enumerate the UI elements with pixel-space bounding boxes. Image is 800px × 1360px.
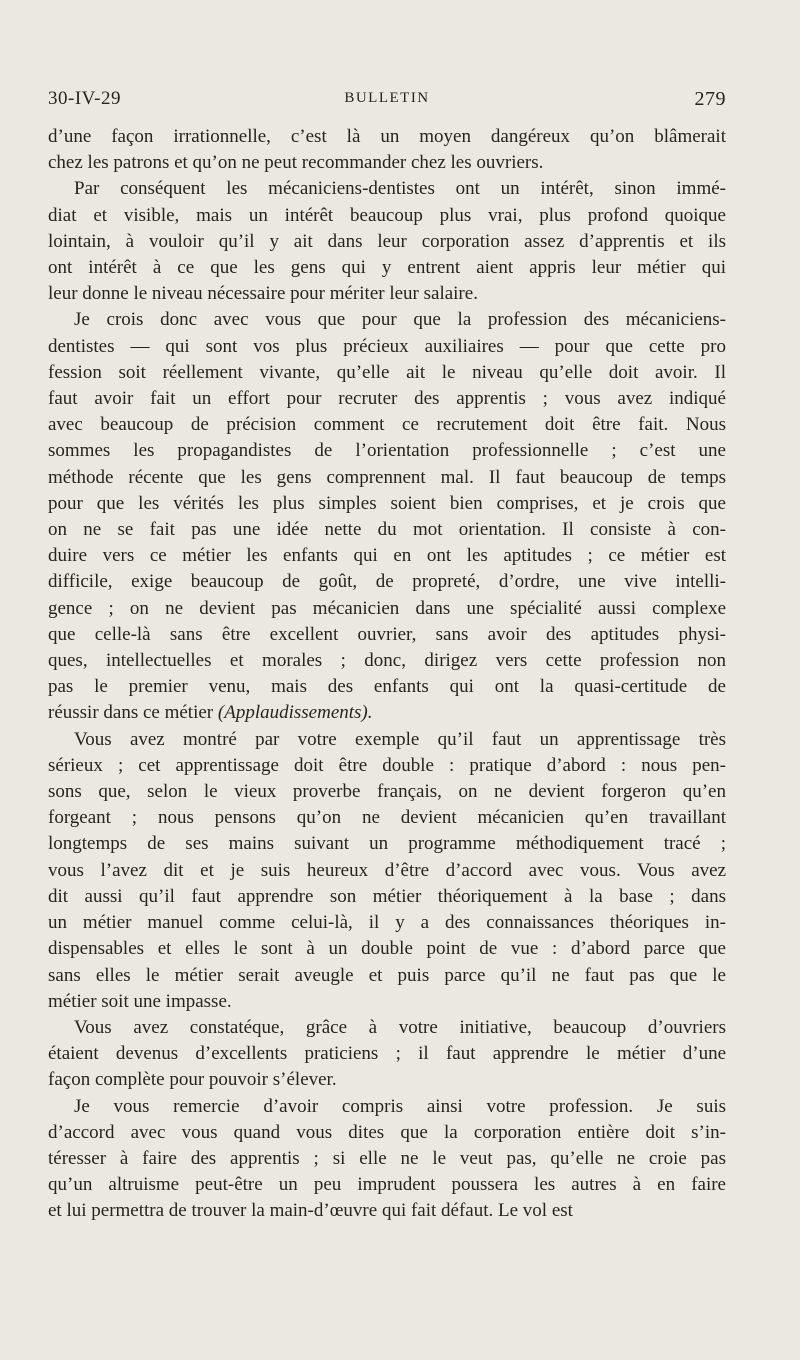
line-text: d’accord avec vous quand vous dites que la corporation entière doit s’in- xyxy=(48,1121,726,1143)
line-text: un métier manuel comme celui-là, il y a des connaissances théoriques in- xyxy=(48,912,726,934)
text-line xyxy=(48,255,726,281)
text-line xyxy=(48,858,726,884)
text-line xyxy=(48,753,726,779)
text-line xyxy=(48,307,726,333)
text-line xyxy=(48,700,726,726)
text-line xyxy=(48,334,726,360)
text-line xyxy=(48,150,726,176)
page-number: 279 xyxy=(694,88,726,110)
line-text: pour que les vérités les plus simples soient bien comprises, et je crois que xyxy=(48,492,726,514)
text-line xyxy=(48,412,726,438)
line-text: forgeant ; nous pensons qu’on ne devient mécanicien qu’en travaillant xyxy=(48,807,726,829)
body-text xyxy=(48,124,726,1225)
text-line xyxy=(48,360,726,386)
line-text: on ne se fait pas une idée nette du mot orientation. Il consiste à con- xyxy=(48,519,726,541)
line-text: Par conséquent les mécaniciens-dentistes ont un intérêt, sinon immé- xyxy=(74,178,726,200)
text-line xyxy=(48,831,726,857)
line-text: faut avoir fait un effort pour recruter des apprentis ; vous avez indiqué xyxy=(48,388,726,410)
paragraph xyxy=(48,124,726,176)
line-text: longtemps de ses mains suivant un programme méthodiquement tracé ; xyxy=(48,833,726,855)
line-text: sons que, selon le vieux proverbe français, on ne devient forgeron qu’en xyxy=(48,781,726,803)
text-line xyxy=(48,386,726,412)
text-line xyxy=(48,543,726,569)
text-line xyxy=(48,1172,726,1198)
text-line xyxy=(48,1146,726,1172)
header-title: BULLETIN xyxy=(344,90,430,106)
text-line xyxy=(48,596,726,622)
line-text: diat et visible, mais un intérêt beaucoup plus vrai, plus profond quoique xyxy=(48,204,726,226)
line-text: métier soit une impasse. xyxy=(48,990,232,1012)
text-line xyxy=(48,438,726,464)
line-text: étaient devenus d’excellents praticiens ; il faut apprendre le métier d’une xyxy=(48,1043,726,1065)
text-line xyxy=(48,622,726,648)
text-line xyxy=(48,989,726,1015)
line-text: avec beaucoup de précision comment ce recrutement doit être fait. Nous xyxy=(48,414,726,436)
text-line xyxy=(48,491,726,517)
line-text: qu’un altruisme peut-être un peu imprudent poussera les autres à en faire xyxy=(48,1174,726,1196)
line-text: sommes les propagandistes de l’orientation professionnelle ; c’est une xyxy=(48,440,726,462)
text-line xyxy=(48,779,726,805)
text-line xyxy=(48,805,726,831)
line-text: ques, intellectuelles et morales ; donc, dirigez vers cette profession non xyxy=(48,650,726,672)
line-text: gence ; on ne devient pas mécanicien dans une spécialité aussi complexe xyxy=(48,597,726,619)
line-text: réussir dans ce métier xyxy=(48,702,214,724)
applause-note: (Applaudissements). xyxy=(217,702,373,724)
paragraph xyxy=(48,1094,726,1225)
text-line xyxy=(48,176,726,202)
text-line xyxy=(48,203,726,229)
paragraph xyxy=(48,727,726,1015)
line-text: Vous avez montré par votre exemple qu’il faut un apprentissage très xyxy=(74,728,726,750)
text-line xyxy=(48,963,726,989)
line-text: dispensables et elles le sont à un double point de vue : d’abord parce que xyxy=(48,938,726,960)
text-line xyxy=(48,569,726,595)
line-text: duire vers ce métier les enfants qui en ont les aptitudes ; ce métier est xyxy=(48,545,726,567)
text-line xyxy=(48,910,726,936)
line-text: vous l’avez dit et je suis heureux d’être d’accord avec vous. Vous avez xyxy=(48,859,726,881)
line-text: téresser à faire des apprentis ; si elle ne le veut pas, qu’elle ne croie pas xyxy=(48,1147,726,1169)
line-text: d’une façon irrationnelle, c’est là un moyen dangéreux qu’on blâmerait xyxy=(48,126,726,147)
header-date: 30-IV-29 xyxy=(48,88,121,109)
paragraph xyxy=(48,1015,726,1094)
text-line xyxy=(48,1041,726,1067)
line-text: fession soit réellement vivante, qu’elle ait le niveau qu’elle doit avoir. Il xyxy=(48,361,726,383)
text-line xyxy=(48,648,726,674)
line-text: dit aussi qu’il faut apprendre son métier théoriquement à la base ; dans xyxy=(48,885,726,907)
text-line xyxy=(48,229,726,255)
paragraph xyxy=(48,307,726,726)
line-text: que celle-là sans être excellent ouvrier, sans avoir des aptitudes physi- xyxy=(48,623,726,645)
paragraph xyxy=(48,176,726,307)
line-text: sérieux ; cet apprentissage doit être double : pratique d’abord : nous pen- xyxy=(48,754,726,776)
line-text: chez les patrons et qu’on ne peut recommander chez les ouvriers. xyxy=(48,152,544,174)
line-text: sans elles le métier serait aveugle et puis parce qu’il ne faut pas que le xyxy=(48,964,726,986)
line-text: ont intérêt à ce que les gens qui y entrent aient appris leur métier qui xyxy=(48,257,726,279)
line-text: pas le premier venu, mais des enfants qui ont la quasi-certitude de xyxy=(48,676,726,698)
text-line xyxy=(48,1015,726,1041)
line-text: Je crois donc avec vous que pour que la profession des mécaniciens- xyxy=(74,309,726,331)
line-text: difficile, exige beaucoup de goût, de propreté, d’ordre, une vive intelli- xyxy=(48,571,726,593)
line-text: et lui permettra de trouver la main-d’œuvre qui fait défaut. Le vol est xyxy=(48,1200,573,1222)
line-text: façon complète pour pouvoir s’élever. xyxy=(48,1069,337,1091)
text-line xyxy=(48,465,726,491)
line-text: méthode récente que les gens comprennent mal. Il faut beaucoup de temps xyxy=(48,466,726,488)
text-line xyxy=(48,124,726,150)
text-line xyxy=(48,727,726,753)
text-line xyxy=(48,281,726,307)
text-line xyxy=(48,674,726,700)
text-line xyxy=(48,884,726,910)
line-text: leur donne le niveau nécessaire pour mériter leur salaire. xyxy=(48,283,478,305)
line-text: Je vous remercie d’avoir compris ainsi votre profession. Je suis xyxy=(74,1095,726,1117)
running-header xyxy=(48,88,726,116)
text-line xyxy=(48,517,726,543)
text-line xyxy=(48,1067,726,1093)
text-line xyxy=(48,1198,726,1224)
line-text: Vous avez constatéque, grâce à votre initiative, beaucoup d’ouvriers xyxy=(74,1016,726,1038)
text-line xyxy=(48,1094,726,1120)
text-line xyxy=(48,936,726,962)
text-line xyxy=(48,1120,726,1146)
line-text: lointain, à vouloir qu’il y ait dans leur corporation assez d’apprentis et ils xyxy=(48,230,726,252)
line-text: dentistes — qui sont vos plus précieux auxiliaires — pour que cette pro xyxy=(48,335,726,357)
